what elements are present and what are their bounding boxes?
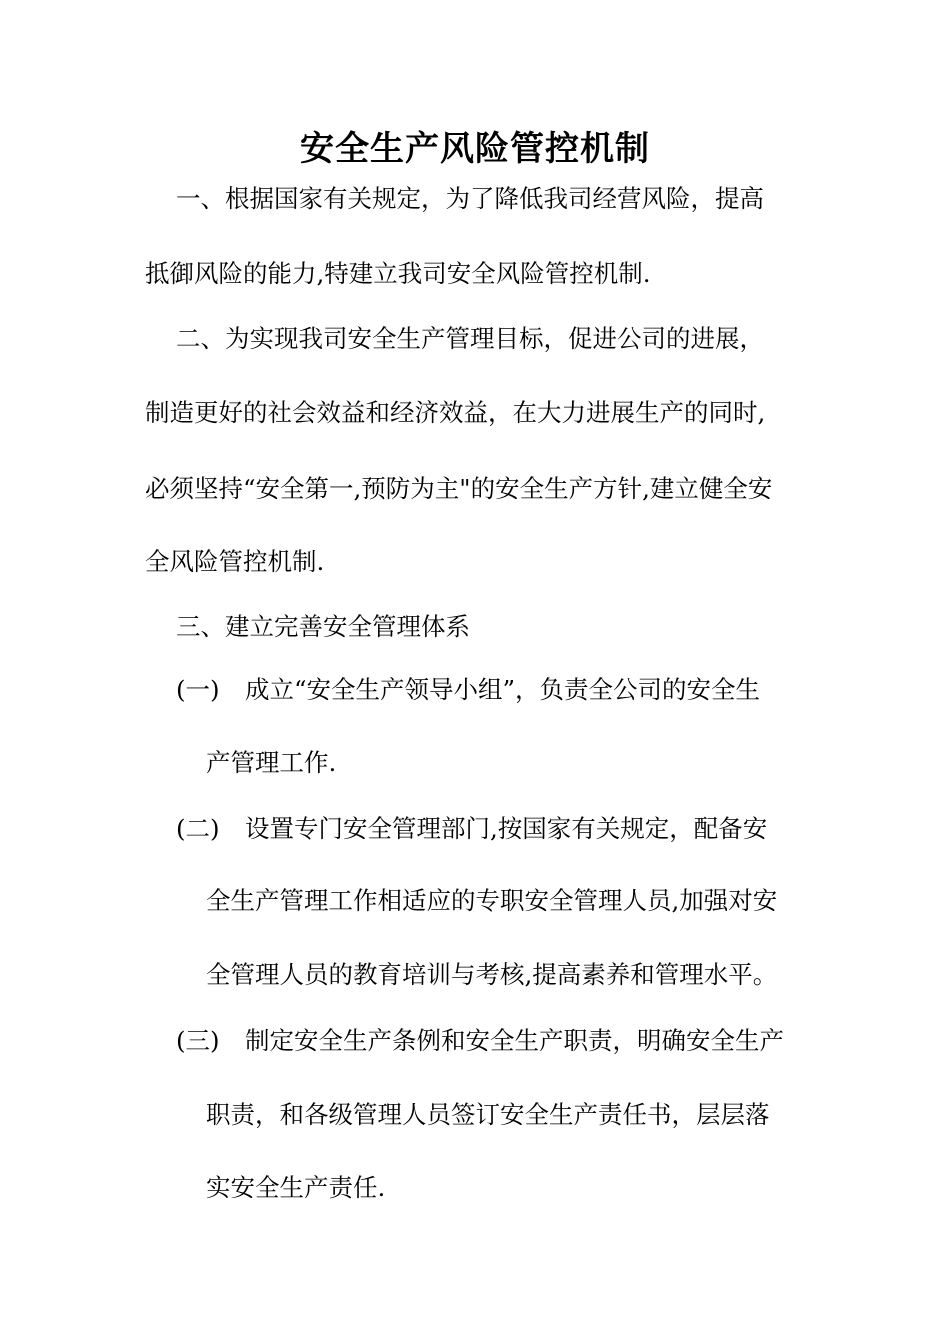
list-item-line: 全生产管理工作相适应的专职安全管理人员,加强对安 [206,886,778,915]
list-item-line: 产管理工作. [206,748,337,777]
document-title: 安全生产风险管控机制 [300,129,650,169]
list-item-marker: (二) [176,814,220,843]
list-item-marker: (一) [176,675,220,704]
paragraph-line: 二、为实现我司安全生产管理目标，促进公司的进展， [176,324,764,353]
list-item-line: 全管理人员的教育培训与考核,提高素养和管理水平。 [206,960,778,989]
list-item-line: 实安全生产责任. [206,1173,386,1202]
paragraph-line: 一、根据国家有关规定，为了降低我司经营风险，提高 [176,184,764,213]
paragraph-line: 抵御风险的能力,特建立我司安全风险管控机制. [145,259,651,288]
section-heading: 三、建立完善安全管理体系 [176,612,470,641]
list-item-marker: (三) [176,1026,220,1055]
list-item-line: 制定安全生产条例和安全生产职责，明确安全生产 [245,1026,784,1055]
list-item-line: 成立“安全生产领导小组”，负责全公司的安全生 [245,675,761,704]
paragraph-line: 全风险管控机制. [145,547,325,576]
paragraph-line: 必须坚持“安全第一,预防为主"的安全生产方针,建立健全安 [145,474,773,503]
paragraph-line: 制造更好的社会效益和经济效益，在大力进展生产的同时, [145,398,766,427]
list-item-line: 职责，和各级管理人员签订安全生产责任书，层层落 [206,1100,770,1129]
list-item-line: 设置专门安全管理部门,按国家有关规定，配备安 [245,814,768,843]
